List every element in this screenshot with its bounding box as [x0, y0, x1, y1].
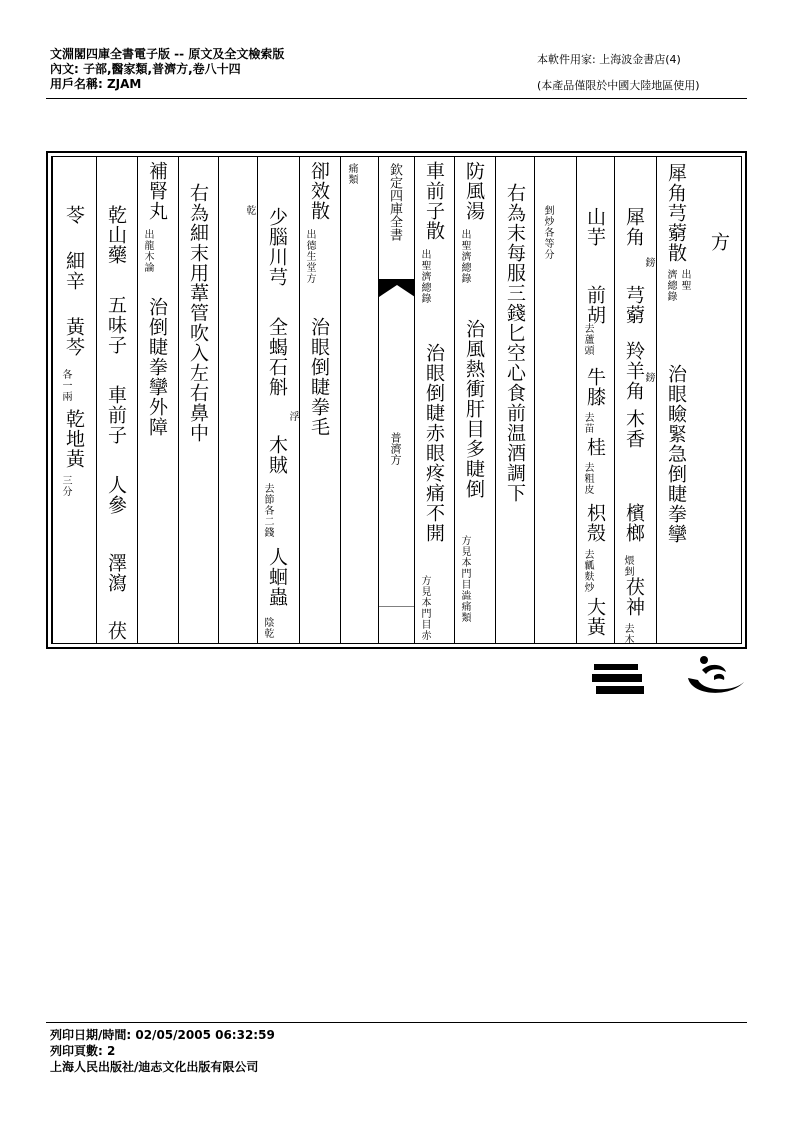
column-6 — [495, 157, 534, 643]
col11-note-b: 浮 — [287, 411, 298, 422]
seal-logo-icon — [684, 652, 748, 700]
col10-title: 卻效散 — [308, 161, 330, 221]
column-banner — [378, 157, 414, 643]
column-3 — [614, 157, 656, 643]
header-region-note: (本產品僅限於中國大陸地區使用) — [537, 79, 700, 92]
col14-source: 出龍木論 — [142, 229, 153, 273]
column-8 — [414, 157, 454, 643]
col8-title: 車前子散 — [423, 161, 445, 241]
seal-bars-icon — [592, 660, 646, 698]
column-10 — [299, 157, 340, 643]
col7-ref: 方見本門目澁痛類 — [459, 535, 470, 623]
col8-ref: 方見本門目赤 — [419, 575, 430, 641]
col8-text: 治眼倒睫赤眼疼痛不開 — [423, 343, 445, 543]
header-username: 用戶名稱: ZJAM — [50, 77, 142, 91]
column-14 — [137, 157, 178, 643]
col11-item-a: 少腦川芎 — [266, 207, 288, 287]
column-13 — [178, 157, 218, 643]
col15-item-b: 五味子 — [105, 295, 127, 355]
col3-note-e: 煨剉 — [622, 555, 633, 577]
col3-note-c: 鎊 — [643, 372, 654, 383]
col15-item-c: 車前子 — [105, 385, 127, 445]
header-content-path: 內文: 子部,醫家類,普濟方,卷八十四 — [50, 62, 241, 76]
col6-text: 右為末每服三錢匕空心食前温酒調下 — [504, 183, 526, 503]
col15-item-f: 茯 — [105, 621, 127, 641]
banner-title: 欽定四庫全書 — [387, 163, 402, 241]
col16-item-d: 乾地黃 — [63, 409, 85, 469]
footer-rule — [46, 1022, 747, 1023]
col2-text: 治眼瞼緊急倒睫拳攣 — [665, 364, 687, 544]
column-9 — [340, 157, 378, 643]
col7-text: 治風熱衝肝目多睫倒 — [463, 319, 485, 499]
col3-item-e: 檳榔 — [623, 503, 645, 543]
col4-item-d: 桂 — [584, 437, 606, 457]
banner-book: 普濟方 — [389, 432, 402, 465]
col3-note-a: 鎊 — [643, 257, 654, 268]
col11-note-c: 去節各二錢 — [262, 483, 273, 538]
col13-text: 右為細末用葦管吹入左右鼻中 — [187, 183, 209, 443]
footer-print-datetime: 列印日期/時間: 02/05/2005 06:32:59 — [50, 1028, 275, 1042]
col2-source-b: 濟總錄 — [665, 269, 676, 302]
col2-title: 犀角芎藭散 — [665, 163, 687, 263]
col3-item-b: 芎藭 — [623, 285, 645, 325]
col4-item-e: 枳殼 — [584, 503, 606, 543]
column-7 — [454, 157, 495, 643]
col10-text: 治眼倒睫拳毛 — [308, 317, 330, 437]
col2-source-a: 出聖 — [679, 269, 690, 291]
column-4 — [576, 157, 614, 643]
col8-source: 出聖濟總錄 — [419, 249, 430, 304]
col4-item-c: 牛膝 — [584, 367, 606, 407]
col16-item-c: 黃芩 — [63, 317, 85, 357]
col14-text: 治倒睫拳攣外障 — [146, 297, 168, 437]
col4-note-e: 去瓤麩炒 — [582, 549, 593, 593]
fishtail-mark — [379, 279, 415, 299]
column-15 — [96, 157, 137, 643]
footer-print-pages: 列印頁數: 2 — [50, 1044, 116, 1058]
col4-item-a: 山芋 — [584, 207, 606, 247]
col3-item-c: 羚羊角 — [623, 341, 645, 401]
col12-note: 乾 — [244, 205, 255, 216]
header-title: 文淵閣四庫全書電子版 -- 原文及全文檢索版 — [50, 47, 285, 61]
col15-item-e: 澤瀉 — [105, 553, 127, 593]
column-5 — [534, 157, 576, 643]
col3-note-f: 去木 — [622, 623, 633, 645]
col4-item-f: 大黃 — [584, 597, 606, 637]
col3-item-f: 茯神 — [623, 577, 645, 617]
col11-note-d: 陰乾 — [262, 617, 273, 639]
col4-note-c: 去苗 — [582, 412, 593, 434]
col7-title: 防風湯 — [463, 161, 485, 221]
col3-item-a: 犀角 — [623, 207, 645, 247]
col16-note-c: 各一兩 — [60, 369, 71, 402]
col10-source: 出德生堂方 — [304, 229, 315, 284]
column-11 — [257, 157, 299, 643]
col4-note-d: 去粗皮 — [582, 462, 593, 495]
col11-item-d: 人蛔蟲 — [266, 547, 288, 607]
col1-text: 方 — [708, 232, 730, 252]
col16-item-a: 苓 — [63, 205, 85, 225]
col11-item-c: 木賊 — [266, 435, 288, 475]
col3-item-d: 木香 — [623, 409, 645, 449]
col5-note: 剉炒各等分 — [542, 205, 553, 260]
col16-item-b: 細辛 — [63, 251, 85, 291]
header-rule — [46, 98, 747, 99]
footer-publisher: 上海人民出版社/迪志文化出版有限公司 — [50, 1060, 259, 1074]
col4-item-b: 前胡 — [584, 285, 606, 325]
col14-title: 補腎丸 — [146, 161, 168, 221]
col11-item-b: 全蝎石斛 — [266, 317, 288, 397]
header-licensee: 本軟件用家: 上海波金書店(4) — [537, 53, 681, 66]
column-2 — [656, 157, 698, 643]
col16-note-d: 三分 — [60, 475, 71, 497]
col7-source: 出聖濟總錄 — [459, 229, 470, 284]
column-1 — [698, 157, 741, 643]
col15-item-a: 乾山藥 — [105, 205, 127, 265]
col9-note: 痛類 — [346, 163, 357, 185]
col4-note-b: 去蘆頭 — [582, 323, 593, 356]
column-16 — [52, 157, 96, 643]
column-12 — [218, 157, 257, 643]
col15-item-d: 人參 — [105, 475, 127, 515]
